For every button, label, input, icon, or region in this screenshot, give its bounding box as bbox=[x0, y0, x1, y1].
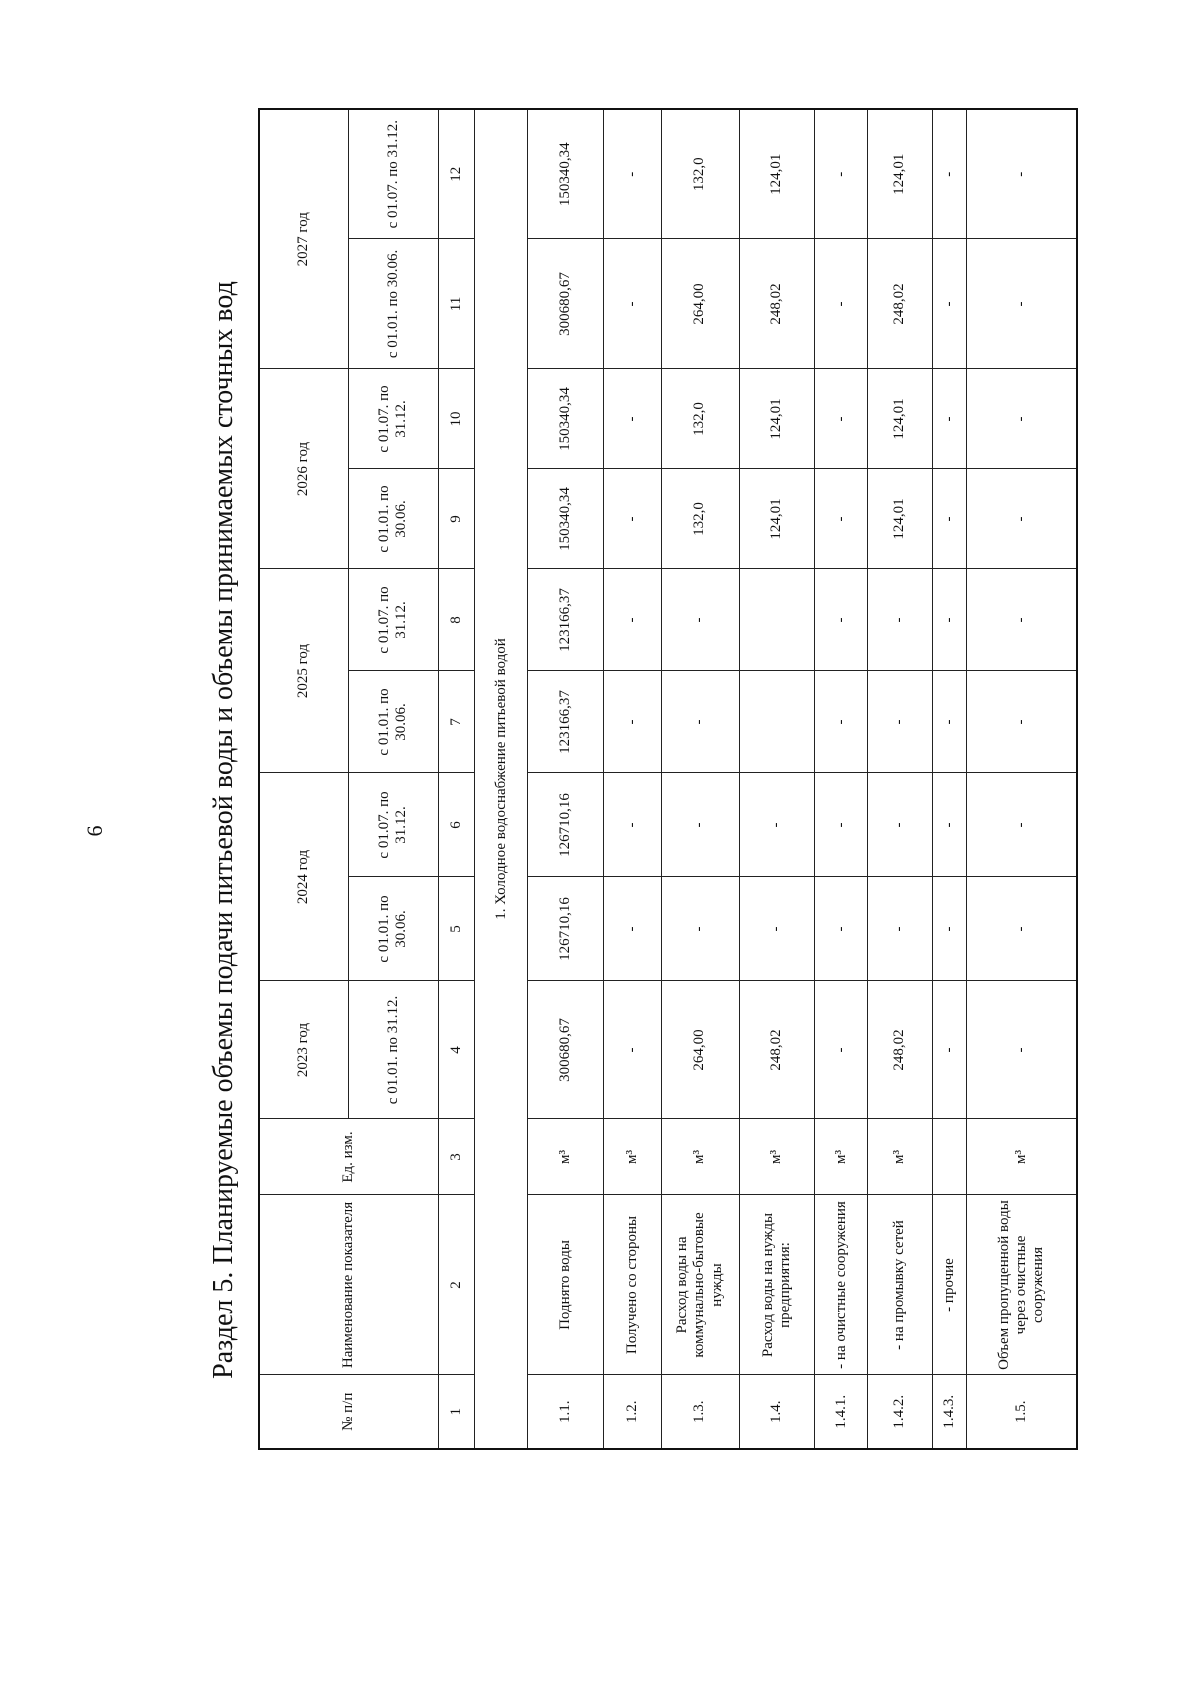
header-period: с 01.01. по 30.06. bbox=[349, 469, 439, 569]
value-cell: - bbox=[604, 369, 661, 469]
column-number: 3 bbox=[438, 1119, 475, 1195]
value-cell: 132,0 bbox=[661, 369, 739, 469]
section-title: 1. Холодное водоснабжение питьевой водой bbox=[475, 109, 528, 1449]
row-number: 1.1. bbox=[528, 1375, 604, 1449]
value-cell bbox=[739, 671, 815, 773]
value-cell: - bbox=[932, 469, 966, 569]
value-cell: 150340,34 bbox=[528, 369, 604, 469]
value-cell: 248,02 bbox=[739, 239, 815, 369]
value-cell: - bbox=[967, 671, 1077, 773]
header-num: № п/п bbox=[259, 1375, 438, 1449]
header-year-2025: 2025 год bbox=[259, 569, 349, 773]
unit-cell: м³ bbox=[967, 1119, 1077, 1195]
value-cell: 124,01 bbox=[868, 469, 932, 569]
value-cell: 132,0 bbox=[661, 109, 739, 239]
header-year-2026: 2026 год bbox=[259, 369, 349, 569]
value-cell: - bbox=[739, 877, 815, 981]
value-cell: - bbox=[932, 671, 966, 773]
unit-cell: м³ bbox=[739, 1119, 815, 1195]
value-cell: - bbox=[815, 671, 868, 773]
header-period: с 01.07. по 31.12. bbox=[349, 569, 439, 671]
volumes-table bbox=[258, 108, 1078, 1450]
column-numbers-row bbox=[438, 109, 475, 1449]
row-number: 1.4.1. bbox=[815, 1375, 868, 1449]
table-row bbox=[932, 109, 966, 1449]
indicator-name: Получено со стороны bbox=[604, 1195, 661, 1375]
table-row bbox=[661, 109, 739, 1449]
column-number: 4 bbox=[438, 981, 475, 1119]
value-cell: - bbox=[967, 109, 1077, 239]
value-cell: - bbox=[932, 569, 966, 671]
indicator-name: Расход воды на коммунально-бытовые нужды bbox=[661, 1195, 739, 1375]
indicator-name: - на очистные сооружения bbox=[815, 1195, 868, 1375]
header-period: с 01.01. по 30.06. bbox=[349, 671, 439, 773]
indicator-name: Расход воды на нужды предприятия: bbox=[739, 1195, 815, 1375]
unit-cell: м³ bbox=[528, 1119, 604, 1195]
header-row-years bbox=[259, 109, 349, 1449]
unit-cell: м³ bbox=[604, 1119, 661, 1195]
section-heading: Раздел 5. Планируемые объемы подачи питьевой воды и объемы принимаемых сточных вод bbox=[208, 281, 239, 1379]
header-period: с 01.01. по 30.06. bbox=[349, 239, 439, 369]
value-cell: 124,01 bbox=[739, 469, 815, 569]
column-number: 5 bbox=[438, 877, 475, 981]
value-cell: - bbox=[967, 877, 1077, 981]
section-row bbox=[475, 109, 528, 1449]
value-cell: - bbox=[604, 981, 661, 1119]
header-period: с 01.07. по 31.12. bbox=[349, 109, 439, 239]
value-cell: 132,0 bbox=[661, 469, 739, 569]
unit-cell: м³ bbox=[868, 1119, 932, 1195]
value-cell: - bbox=[967, 369, 1077, 469]
header-name: Наименование показателя bbox=[259, 1195, 438, 1375]
column-number: 1 bbox=[438, 1375, 475, 1449]
value-cell: 123166,37 bbox=[528, 671, 604, 773]
rotated-content bbox=[200, 119, 1080, 1490]
table-row bbox=[967, 109, 1077, 1449]
row-number: 1.4.2. bbox=[868, 1375, 932, 1449]
value-cell: - bbox=[661, 671, 739, 773]
row-number: 1.3. bbox=[661, 1375, 739, 1449]
unit-cell: м³ bbox=[815, 1119, 868, 1195]
value-cell: 124,01 bbox=[739, 369, 815, 469]
value-cell: - bbox=[868, 671, 932, 773]
value-cell: 300680,67 bbox=[528, 239, 604, 369]
value-cell: 124,01 bbox=[739, 109, 815, 239]
page-number: 6 bbox=[82, 825, 107, 837]
value-cell: - bbox=[932, 877, 966, 981]
header-year-2023: 2023 год bbox=[259, 981, 349, 1119]
table-row bbox=[739, 109, 815, 1449]
header-period: с 01.07. по 31.12. bbox=[349, 773, 439, 877]
value-cell: - bbox=[868, 773, 932, 877]
value-cell: - bbox=[868, 569, 932, 671]
table-row bbox=[868, 109, 932, 1449]
value-cell: - bbox=[967, 773, 1077, 877]
column-number: 10 bbox=[438, 369, 475, 469]
value-cell: - bbox=[967, 981, 1077, 1119]
unit-cell bbox=[932, 1119, 966, 1195]
value-cell: - bbox=[932, 981, 966, 1119]
header-year-2027: 2027 год bbox=[259, 109, 349, 369]
value-cell: - bbox=[604, 469, 661, 569]
value-cell: - bbox=[604, 239, 661, 369]
value-cell: - bbox=[815, 981, 868, 1119]
indicator-name: - на промывку сетей bbox=[868, 1195, 932, 1375]
column-number: 9 bbox=[438, 469, 475, 569]
value-cell: - bbox=[932, 239, 966, 369]
value-cell: 123166,37 bbox=[528, 569, 604, 671]
column-number: 11 bbox=[438, 239, 475, 369]
value-cell: - bbox=[661, 569, 739, 671]
value-cell: - bbox=[932, 109, 966, 239]
value-cell: - bbox=[661, 877, 739, 981]
value-cell: - bbox=[604, 773, 661, 877]
value-cell: - bbox=[815, 773, 868, 877]
value-cell: - bbox=[815, 569, 868, 671]
column-number: 12 bbox=[438, 109, 475, 239]
value-cell: - bbox=[604, 671, 661, 773]
value-cell: 150340,34 bbox=[528, 469, 604, 569]
row-number: 1.5. bbox=[967, 1375, 1077, 1449]
value-cell: - bbox=[967, 469, 1077, 569]
row-number: 1.2. bbox=[604, 1375, 661, 1449]
value-cell: - bbox=[868, 877, 932, 981]
value-cell: 248,02 bbox=[868, 239, 932, 369]
header-period: с 01.01. по 31.12. bbox=[349, 981, 439, 1119]
header-year-2024: 2024 год bbox=[259, 773, 349, 981]
value-cell: - bbox=[967, 239, 1077, 369]
value-cell: 126710,16 bbox=[528, 773, 604, 877]
row-number: 1.4. bbox=[739, 1375, 815, 1449]
header-period: с 01.01. по 30.06. bbox=[349, 877, 439, 981]
value-cell: - bbox=[739, 773, 815, 877]
value-cell: - bbox=[932, 773, 966, 877]
value-cell: 150340,34 bbox=[528, 109, 604, 239]
value-cell: 264,00 bbox=[661, 981, 739, 1119]
value-cell: 264,00 bbox=[661, 239, 739, 369]
value-cell: 124,01 bbox=[868, 109, 932, 239]
value-cell: - bbox=[815, 109, 868, 239]
table-row bbox=[528, 109, 604, 1449]
header-period: с 01.07. по 31.12. bbox=[349, 369, 439, 469]
indicator-name: Объем пропущенной воды через очистные сооружения bbox=[967, 1195, 1077, 1375]
row-number: 1.4.3. bbox=[932, 1375, 966, 1449]
value-cell: - bbox=[932, 369, 966, 469]
value-cell: - bbox=[815, 469, 868, 569]
column-number: 6 bbox=[438, 773, 475, 877]
indicator-name: Поднято воды bbox=[528, 1195, 604, 1375]
header-unit: Ед. изм. bbox=[259, 1119, 438, 1195]
value-cell bbox=[739, 569, 815, 671]
value-cell: 248,02 bbox=[868, 981, 932, 1119]
value-cell: - bbox=[815, 877, 868, 981]
column-number: 2 bbox=[438, 1195, 475, 1375]
unit-cell: м³ bbox=[661, 1119, 739, 1195]
value-cell: 126710,16 bbox=[528, 877, 604, 981]
value-cell: 300680,67 bbox=[528, 981, 604, 1119]
value-cell: - bbox=[661, 773, 739, 877]
value-cell: - bbox=[604, 109, 661, 239]
column-number: 7 bbox=[438, 671, 475, 773]
value-cell: - bbox=[604, 569, 661, 671]
table-row bbox=[815, 109, 868, 1449]
value-cell: - bbox=[815, 239, 868, 369]
value-cell: 124,01 bbox=[868, 369, 932, 469]
indicator-name: - прочие bbox=[932, 1195, 966, 1375]
value-cell: - bbox=[815, 369, 868, 469]
value-cell: - bbox=[967, 569, 1077, 671]
column-number: 8 bbox=[438, 569, 475, 671]
table-row bbox=[604, 109, 661, 1449]
value-cell: - bbox=[604, 877, 661, 981]
value-cell: 248,02 bbox=[739, 981, 815, 1119]
